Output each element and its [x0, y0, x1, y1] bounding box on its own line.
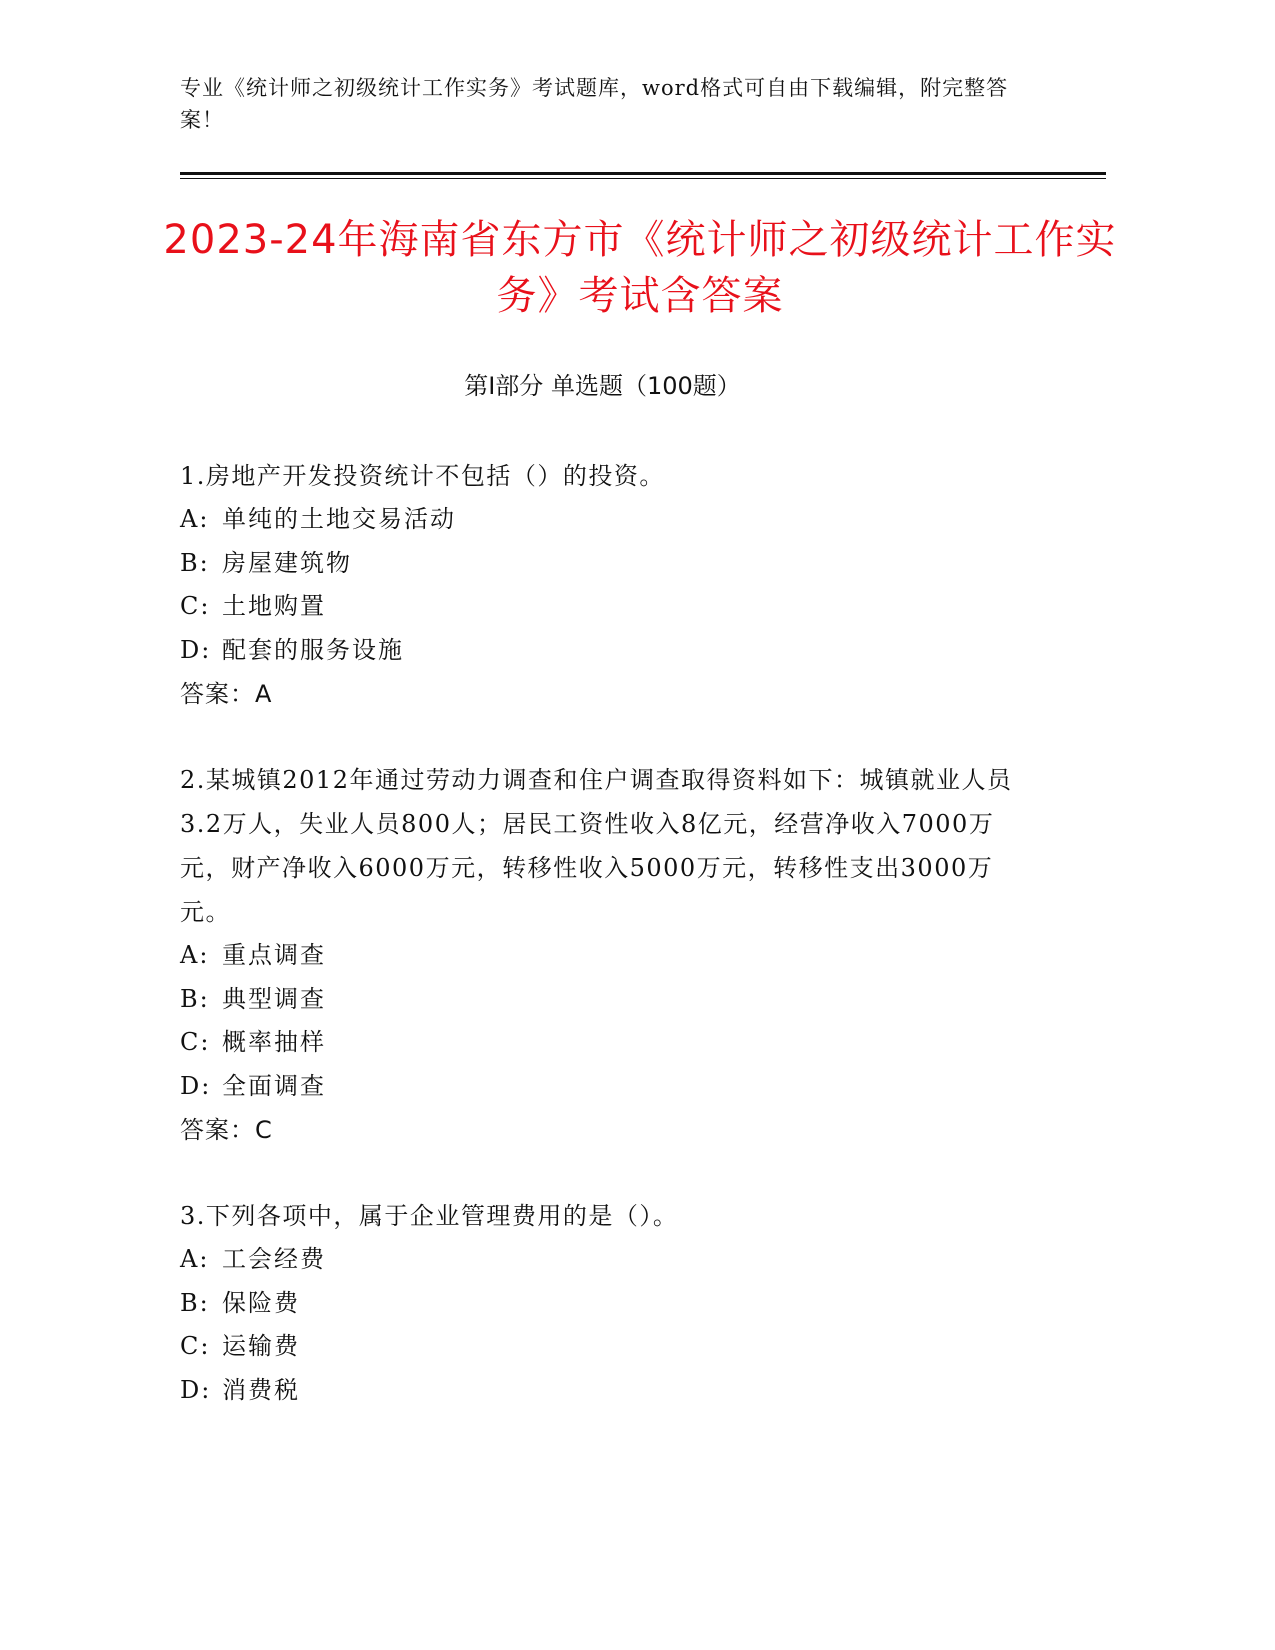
option-text: 运输费: [222, 1332, 300, 1360]
option-letter: B:: [180, 548, 210, 577]
option-letter: D:: [180, 635, 212, 664]
option-b: [180, 542, 1040, 586]
header-rule-thin: [180, 178, 1106, 179]
option-text: 典型调查: [222, 984, 326, 1013]
option-text: 保险费: [222, 1288, 300, 1317]
option-text: 配套的服务设施: [222, 635, 404, 664]
option-letter: A:: [180, 505, 210, 533]
option-c: [180, 1325, 1040, 1369]
option-letter: D:: [180, 1375, 212, 1404]
answer: 答案：A: [180, 680, 273, 708]
question-stem: 3.下列各项中，属于企业管理费用的是（）。: [180, 1202, 679, 1230]
option-letter: B:: [180, 1288, 210, 1317]
header-note: 专业《统计师之初级统计工作实务》考试题库，word格式可自由下载编辑，附完整答案！: [180, 76, 1009, 132]
option-text: 工会经费: [222, 1245, 326, 1273]
header-rule-thick: [180, 172, 1106, 175]
option-text: 土地购置: [222, 592, 326, 620]
option-letter: A:: [180, 1245, 210, 1273]
question-stem: 2.某城镇2012年通过劳动力调查和住户调查取得资料如下：城镇就业人员3.2万人，失业人员800人；居民工资性收入8亿元，经营净收入7000万元，财产净收入6000万元，转移性收入5000万元，转移性支出3000万元。: [180, 766, 1013, 926]
section-heading: 第I部分 单选题（100题）: [464, 372, 741, 400]
answer: 答案：C: [180, 1116, 273, 1144]
question-3: [180, 1194, 1040, 1412]
option-letter: B:: [180, 984, 210, 1013]
option-a: [180, 934, 1040, 978]
option-letter: A:: [180, 941, 210, 969]
option-letter: C:: [180, 1332, 211, 1360]
option-text: 概率抽样: [222, 1028, 326, 1056]
option-d: [180, 1065, 1040, 1109]
option-d: [180, 629, 1040, 673]
option-c: [180, 1021, 1040, 1065]
question-stem: 1.房地产开发投资统计不包括（）的投资。: [180, 462, 665, 490]
option-d: [180, 1369, 1040, 1413]
option-letter: C:: [180, 592, 211, 620]
question-2: [180, 758, 1040, 1152]
option-b: [180, 978, 1040, 1022]
option-letter: D:: [180, 1071, 212, 1100]
option-text: 全面调查: [222, 1071, 326, 1100]
option-b: [180, 1282, 1040, 1326]
document-title: 2023-24年海南省东方市《统计师之初级统计工作实务》考试含答案: [163, 217, 1117, 319]
option-text: 房屋建筑物: [222, 548, 352, 577]
option-text: 消费税: [222, 1375, 300, 1404]
question-1: [180, 454, 1040, 716]
option-c: [180, 585, 1040, 629]
option-letter: C:: [180, 1028, 211, 1056]
option-a: [180, 1238, 1040, 1282]
option-a: [180, 498, 1040, 542]
option-text: 重点调查: [222, 941, 326, 969]
option-text: 单纯的土地交易活动: [222, 505, 456, 533]
